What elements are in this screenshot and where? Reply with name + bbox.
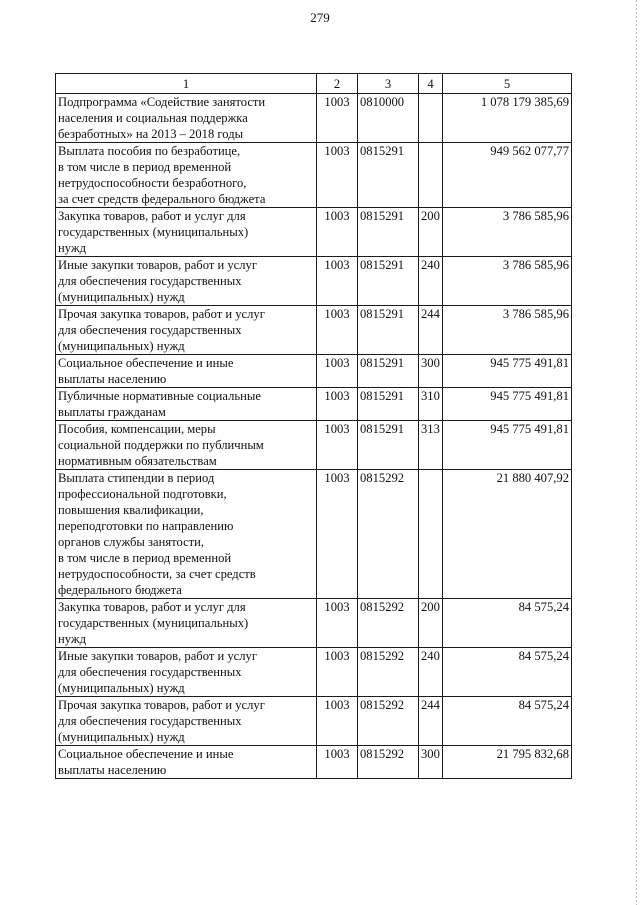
col-header-amount: 5: [443, 74, 572, 94]
row-amount: 945 775 491,81: [443, 421, 572, 470]
row-expense-type: [419, 143, 443, 208]
row-amount: 3 786 585,96: [443, 257, 572, 306]
row-name: Иные закупки товаров, работ и услуг для обеспечения государственных (муниципальных) нужд: [56, 257, 317, 306]
row-expense-type: 244: [419, 697, 443, 746]
col-header-section: 2: [317, 74, 358, 94]
row-amount: 949 562 077,77: [443, 143, 572, 208]
row-name: Выплата пособия по безработице, в том числе в период временной нетрудоспособности безработного, за счет средств федерального бюджета: [56, 143, 317, 208]
row-section-code: 1003: [317, 143, 358, 208]
row-expense-type: 200: [419, 599, 443, 648]
row-target-article: 0815292: [358, 697, 419, 746]
row-expense-type: 300: [419, 355, 443, 388]
budget-table: [55, 73, 572, 779]
row-target-article: 0815291: [358, 208, 419, 257]
row-target-article: 0815291: [358, 143, 419, 208]
row-section-code: 1003: [317, 257, 358, 306]
row-name: Закупка товаров, работ и услуг для государственных (муниципальных) нужд: [56, 208, 317, 257]
row-section-code: 1003: [317, 648, 358, 697]
header-row: [56, 74, 572, 94]
row-expense-type: 200: [419, 208, 443, 257]
row-expense-type: [419, 94, 443, 143]
row-expense-type: [419, 470, 443, 599]
row-section-code: 1003: [317, 599, 358, 648]
row-target-article: 0815292: [358, 470, 419, 599]
table-body: [56, 94, 572, 779]
row-amount: 1 078 179 385,69: [443, 94, 572, 143]
row-expense-type: 240: [419, 648, 443, 697]
row-section-code: 1003: [317, 421, 358, 470]
row-target-article: 0815291: [358, 355, 419, 388]
row-name: Социальное обеспечение и иные выплаты населению: [56, 746, 317, 779]
row-name: Выплата стипендии в период профессиональной подготовки, повышения квалификации, переподготовки по направлению органов службы занятости, в том числе в период временной нетрудоспособности, за счет средств федерального бюджета: [56, 470, 317, 599]
row-target-article: 0815291: [358, 388, 419, 421]
row-section-code: 1003: [317, 388, 358, 421]
table-row: [56, 208, 572, 257]
row-name: Закупка товаров, работ и услуг для государственных (муниципальных) нужд: [56, 599, 317, 648]
table-row: [56, 599, 572, 648]
row-section-code: 1003: [317, 470, 358, 599]
row-name: Социальное обеспечение и иные выплаты населению: [56, 355, 317, 388]
row-amount: 945 775 491,81: [443, 355, 572, 388]
row-amount: 945 775 491,81: [443, 388, 572, 421]
row-target-article: 0815292: [358, 746, 419, 779]
table-row: [56, 746, 572, 779]
page-edge: [636, 0, 637, 905]
row-target-article: 0815292: [358, 648, 419, 697]
table-row: [56, 648, 572, 697]
row-section-code: 1003: [317, 697, 358, 746]
col-header-expense-type: 4: [419, 74, 443, 94]
row-expense-type: 310: [419, 388, 443, 421]
row-section-code: 1003: [317, 306, 358, 355]
row-amount: 84 575,24: [443, 697, 572, 746]
row-amount: 21 795 832,68: [443, 746, 572, 779]
row-name: Пособия, компенсации, меры социальной поддержки по публичным нормативным обязательствам: [56, 421, 317, 470]
col-header-target-article: 3: [358, 74, 419, 94]
table-row: [56, 143, 572, 208]
row-section-code: 1003: [317, 208, 358, 257]
row-expense-type: 240: [419, 257, 443, 306]
row-name: Прочая закупка товаров, работ и услуг для обеспечения государственных (муниципальных) нужд: [56, 306, 317, 355]
row-expense-type: 300: [419, 746, 443, 779]
table-row: [56, 355, 572, 388]
row-section-code: 1003: [317, 94, 358, 143]
row-amount: 84 575,24: [443, 648, 572, 697]
table-row: [56, 306, 572, 355]
row-target-article: 0815291: [358, 257, 419, 306]
row-section-code: 1003: [317, 746, 358, 779]
table-row: [56, 421, 572, 470]
table-row: [56, 257, 572, 306]
row-name: Публичные нормативные социальные выплаты гражданам: [56, 388, 317, 421]
row-target-article: 0810000: [358, 94, 419, 143]
row-name: Прочая закупка товаров, работ и услуг для обеспечения государственных (муниципальных) нужд: [56, 697, 317, 746]
row-name: Иные закупки товаров, работ и услуг для обеспечения государственных (муниципальных) нужд: [56, 648, 317, 697]
row-target-article: 0815291: [358, 306, 419, 355]
row-target-article: 0815292: [358, 599, 419, 648]
row-amount: 3 786 585,96: [443, 306, 572, 355]
row-expense-type: 313: [419, 421, 443, 470]
row-target-article: 0815291: [358, 421, 419, 470]
table-row: [56, 470, 572, 599]
table-row: [56, 697, 572, 746]
row-expense-type: 244: [419, 306, 443, 355]
row-name: Подпрограмма «Содействие занятости населения и социальная поддержка безработных» на 2013 – 2018 годы: [56, 94, 317, 143]
row-amount: 3 786 585,96: [443, 208, 572, 257]
row-amount: 21 880 407,92: [443, 470, 572, 599]
row-amount: 84 575,24: [443, 599, 572, 648]
page-number: 279: [310, 10, 330, 25]
table-row: [56, 94, 572, 143]
row-section-code: 1003: [317, 355, 358, 388]
col-header-name: 1: [56, 74, 317, 94]
table-row: [56, 388, 572, 421]
